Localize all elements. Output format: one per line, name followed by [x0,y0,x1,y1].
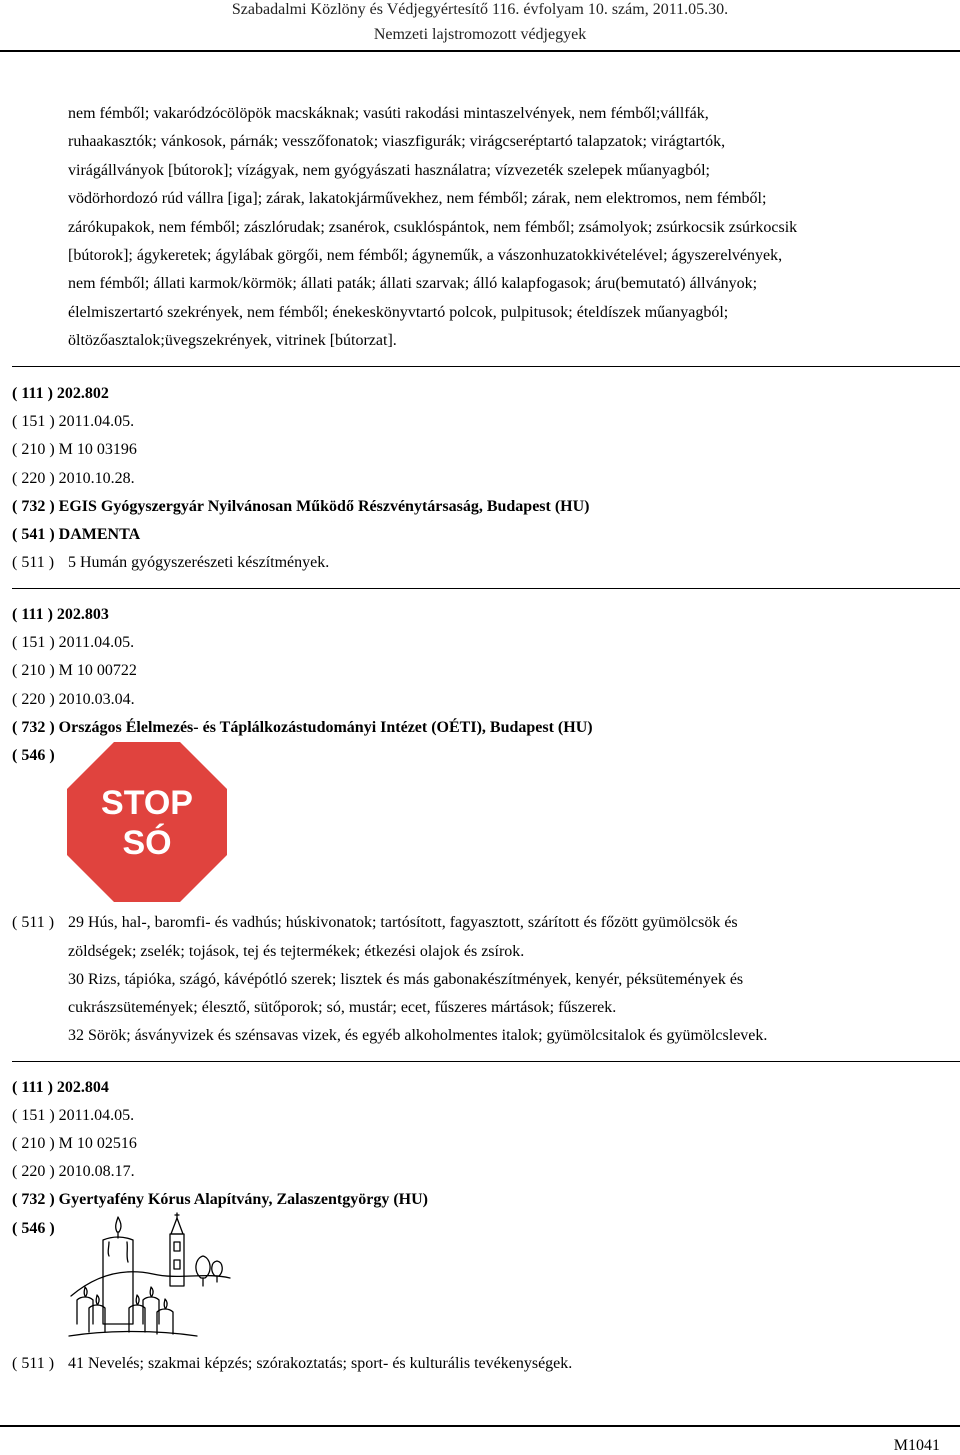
small-flame [164,1299,167,1308]
continuation-line: ruhaakasztók; vánkosok, párnák; vesszőfonatok; viaszfigurák; virágcseréptartó talapzatok; virágtartók, [68,133,726,151]
continuation-line: [bútorok]; ágykeretek; ágylábak görgői, nem fémből; ágyneműk, a vászonhuzatokkivételével; ágyszerelvények, [68,247,783,265]
wax-drip [127,1242,128,1262]
tower-window [174,1260,180,1269]
word-mark: ( 541 ) DAMENTA [12,526,141,543]
holder: ( 732 ) Országos Élelmezés- és Táplálkozástudományi Intézet (OÉTI), Budapest (HU) [12,719,593,736]
continuation-line: virágállványok [bútorok]; vízágyak, nem gyógyászati használatra; vízvezeték szelepek műanyagból; [68,161,710,179]
filing-date: ( 220 ) 2010.10.28. [12,470,135,487]
goods-line: 41 Nevelés; szakmai képzés; szórakoztatás; sport- és kulturális tevékenységek. [68,1355,573,1372]
application-number: ( 210 ) M 10 03196 [12,441,137,458]
continuation-line: zárókupakok, nem fémből; zászlórudak; zsanérok, csuklóspántok, nem fémből; zsámolyok; zsúrkocsik zsúrkocsik [68,218,798,236]
record-separator [12,588,960,589]
application-number: ( 210 ) M 10 02516 [12,1135,137,1152]
registration-date: ( 151 ) 2011.04.05. [12,1107,135,1124]
section-title: Nemzeti lajstromozott védjegyek [373,26,587,43]
figurative-mark-label: ( 546 ) [12,1220,55,1237]
registration-number: ( 111 ) 202.802 [12,385,109,402]
filing-date: ( 220 ) 2010.03.04. [12,691,135,708]
candle-church-logo [67,1212,232,1342]
ground-line [69,1332,197,1337]
goods-line: cukrászsütemények; élesztő, sütőporok; só, mustár; ecet, fűszeres mártások; fűszerek. [68,999,617,1016]
goods-line: 29 Hús, hal-, baromfi- és vadhús; húskivonatok; tartósított, fagyasztott, szárított és főzött gyümölcsök és [68,914,738,931]
small-flame [136,1295,139,1304]
footer-rule [0,1425,960,1427]
record-separator [12,366,960,367]
class-code-label: ( 511 ) [12,554,55,571]
record-separator [12,1061,960,1062]
continuation-line: élelmiszertartó szekrények, nem fémből; énekeskönyvtartó polcok, pulpitusok; ételdíszek műanyagból; [68,303,729,321]
registration-number: ( 111 ) 202.803 [12,606,109,623]
header-rule [0,50,960,52]
holder: ( 732 ) EGIS Gyógyszergyár Nyilvánosan Működő Részvénytársaság, Budapest (HU) [12,498,590,515]
page-header [0,0,960,52]
goods-line: zöldségek; zselék; tojások, tej és tejtermékek; étkezési olajok és zsírok. [68,943,525,960]
continuation-line: öltözőasztalok;üvegszekrények, vitrinek [bútorzat]. [68,332,397,350]
tower-window [174,1242,180,1251]
journal-title: Szabadalmi Közlöny és Védjegyértesítő 116. évfolyam 10. szám, 2011.05.30. [231,1,729,18]
goods-line: 32 Sörök; ásványvizek és szénsavas vizek, és egyéb alkoholmentes italok; gyümölcsitalok és gyümölcslevek. [68,1027,768,1044]
logo-text-line1: STOP [101,784,193,822]
holder: ( 732 ) Gyertyafény Kórus Alapítvány, Zalaszentgyörgy (HU) [12,1191,428,1208]
wax-drip [108,1242,109,1256]
continuation-line: nem fémből; állati karmok/körmök; állati paták; állati szarvak; álló kalapfogasok; áru(bemutató) állványok; [68,275,758,293]
tree-shape [196,1256,210,1286]
registration-date: ( 151 ) 2011.04.05. [12,413,135,430]
continuation-goods-list [68,100,948,356]
octagon-shape [67,742,227,902]
filing-date: ( 220 ) 2010.08.17. [12,1163,135,1180]
flame-shape [116,1217,121,1232]
page-number: M1041 [893,1437,940,1454]
continuation-line: nem fémből; vakaródzócölöpök macskáknak; vasúti rakodási mintaszelvények, nem fémből;vállfák, [68,105,709,122]
small-flame [84,1287,87,1296]
class-code-label: ( 511 ) [12,1355,55,1372]
small-flame [150,1287,153,1296]
small-flame [96,1295,99,1304]
registration-number: ( 111 ) 202.804 [12,1079,109,1096]
continuation-line: vödörhordozó rúd vállra [iga]; zárak, lakatokjárművekhez, nem fémből; zárak, nem elektromos, nem fémből; [68,190,767,208]
tower-spire [171,1218,183,1234]
figurative-mark-label: ( 546 ) [12,747,55,764]
small-candle [77,1297,93,1324]
class-code-label: ( 511 ) [12,914,55,931]
tower-cross [175,1213,179,1218]
goods-line: 30 Rizs, tápióka, szágó, kávépótló szerek; lisztek és más gabonakészítmények, kenyér, péksütemények és [68,971,744,988]
application-number: ( 210 ) M 10 00722 [12,662,137,679]
tree-shape [212,1261,222,1282]
goods-line: 5 Humán gyógyszerészeti készítmények. [68,554,330,571]
logo-text-line2: SÓ [122,824,172,862]
stop-so-logo [67,742,227,902]
registration-date: ( 151 ) 2011.04.05. [12,634,135,651]
